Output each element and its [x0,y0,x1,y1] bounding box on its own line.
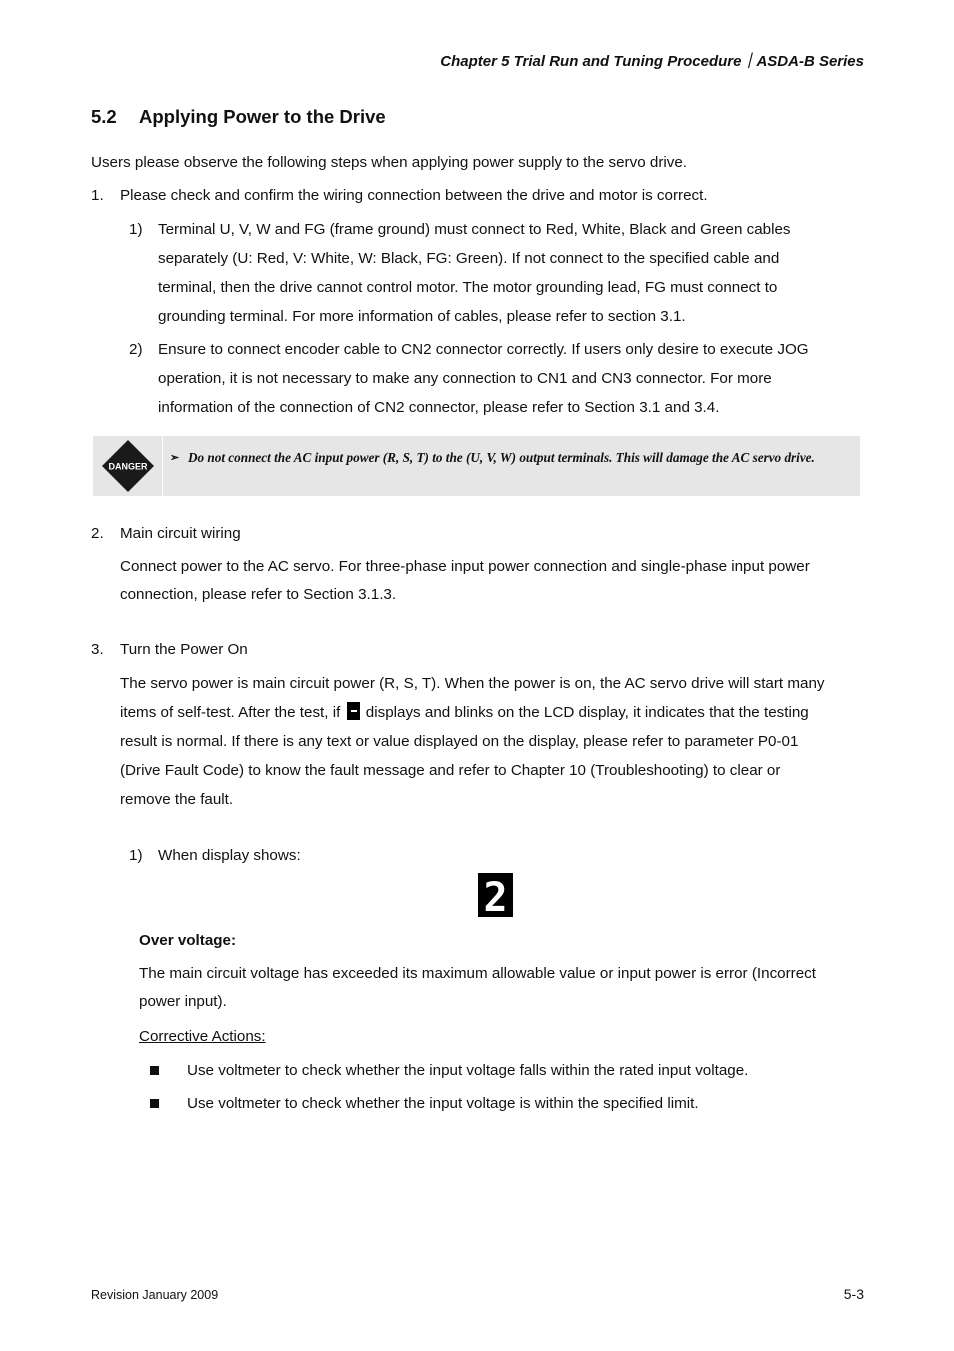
step2-title: Main circuit wiring [120,525,241,542]
step3-sub1-text: When display shows: [158,847,301,864]
step1-sub1-line: terminal, then the drive cannot control motor. The motor grounding lead, FG must connect to [158,279,778,296]
step1-sub1-text [158,215,791,331]
fault-description [139,960,816,1016]
step1-sub2-number: 2) [129,341,143,358]
step2-text [120,553,810,609]
step1-sub2-text [158,335,809,422]
fault-title: Over voltage: [139,932,237,949]
step1-sub1-number: 1) [129,221,143,238]
lcd-dash-icon [347,702,360,720]
step1-sub2-line: Ensure to connect encoder cable to CN2 connector correctly. If users only desire to execute JOG [158,341,809,358]
danger-icon-label: DANGER [108,461,148,472]
section-title: Applying Power to the Drive [139,106,386,127]
danger-icon [101,439,155,493]
action-item: Use voltmeter to check whether the input voltage falls within the rated input voltage. [187,1062,749,1079]
lcd-display-code: 2 [483,875,508,917]
step3-line: (Drive Fault Code) to know the fault message and refer to Chapter 10 (Troubleshooting) to clear or [120,762,781,779]
page-number: 5-3 [843,1286,864,1302]
step2-line: Connect power to the AC servo. For three-phase input power connection and single-phase input power [120,558,810,575]
footer-revision: Revision January 2009 [91,1288,219,1302]
square-bullet-icon [150,1099,159,1108]
step3-title: Turn the Power On [120,641,248,658]
step2-number: 2. [91,525,104,542]
step3-text [120,669,825,814]
step3-line: result is normal. If there is any text or value displayed on the display, please refer to parameter P0-01 [120,733,799,750]
step3-line: The servo power is main circuit power (R, S, T). When the power is on, the AC servo drive will start many [120,675,825,692]
fault-line: power input). [139,993,227,1010]
step2-line: connection, please refer to Section 3.1.3. [120,586,397,603]
step1-number: 1. [91,187,104,204]
step3-line2-start: items of self-test. After the test, if [120,704,341,721]
danger-message [170,450,850,466]
corrective-actions-label: Corrective Actions: [139,1028,266,1045]
step1-sub2-line: operation, it is not necessary to make any connection to CN1 and CN3 connector. For more [158,370,772,387]
arrow-bullet-icon: ➢ [170,452,180,464]
section-heading [91,106,386,128]
fault-line: The main circuit voltage has exceeded its maximum allowable value or input power is error (Incorrect [139,965,816,982]
intro-paragraph: Users please observe the following steps when applying power supply to the servo drive. [91,154,688,171]
step1-sub1-line: grounding terminal. For more information of cables, please refer to section 3.1. [158,308,686,325]
step3-sub1-number: 1) [129,847,143,864]
danger-text: Do not connect the AC input power (R, S, T) to the (U, V, W) output terminals. This will damage the AC servo drive. [188,450,815,465]
action-item: Use voltmeter to check whether the input voltage is within the specified limit. [187,1095,699,1112]
step3-line [120,698,825,727]
step1-sub1-line: separately (U: Red, V: White, W: Black, FG: Green). If not connect to the specified cable and [158,250,780,267]
step3-number: 3. [91,641,104,658]
danger-separator [162,436,163,496]
square-bullet-icon [150,1066,159,1075]
lcd-display-icon [478,873,513,917]
danger-notice [93,436,860,496]
running-header: Chapter 5 Trial Run and Tuning Procedure｜ASDA-B Series [440,53,864,70]
section-number: 5.2 [91,106,117,127]
step1-sub2-line: information of the connection of CN2 connector, please refer to Section 3.1 and 3.4. [158,399,720,416]
step3-line: remove the fault. [120,791,234,808]
step1-sub1-line: Terminal U, V, W and FG (frame ground) must connect to Red, White, Black and Green cables [158,221,791,238]
step1-text: Please check and confirm the wiring connection between the drive and motor is correct. [120,187,708,204]
step3-line2-end: displays and blinks on the LCD display, it indicates that the testing [365,704,809,721]
